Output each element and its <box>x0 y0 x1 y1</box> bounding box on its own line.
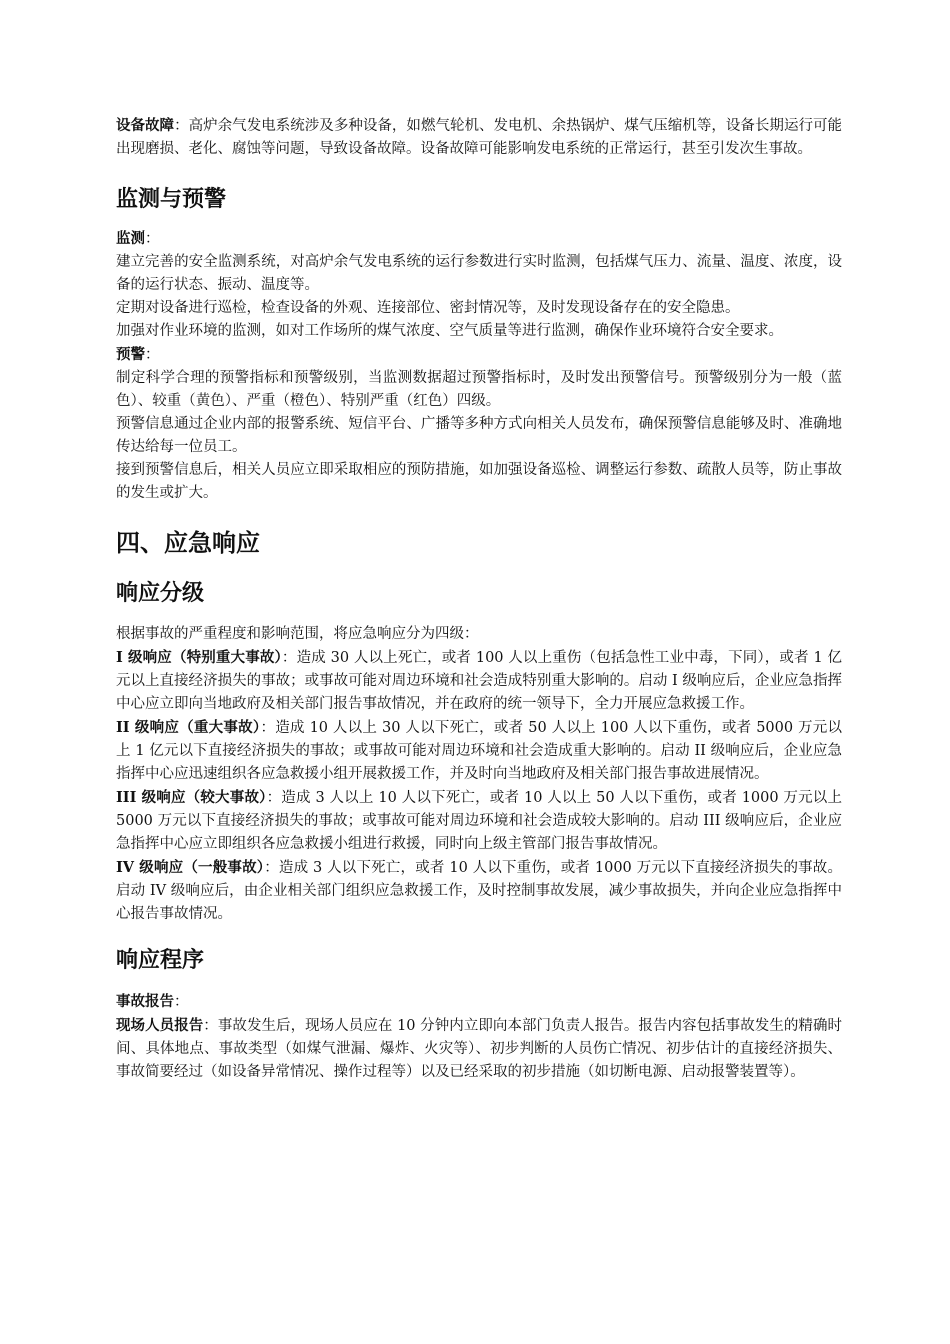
onsite-report-label: 现场人员报告 <box>116 1017 204 1034</box>
response-level-4-label: IV 级响应（一般事故） <box>116 859 265 876</box>
monitor-item-1: 建立完善的安全监测系统，对高炉余气发电系统的运行参数进行实时监测，包括煤气压力、流量、温度、浓度，设备的运行状态、振动、温度等。 <box>116 254 842 293</box>
response-level-3-label: III 级响应（较大事故） <box>116 789 267 806</box>
response-level-1-text: ：造成 30 人以上死亡，或者 100 人以上重伤（包括急性工业中毒，下同），或者 1 亿元以上直接经济损失的事故；或事故可能对周边环境和社会造成特别重大影响的。启动 I 级响应后，企业应急指挥中心应立即向当地政府及相关部门报告事故情况，并在政府的统一领导下，全力开展应急救援工作。 <box>116 650 842 712</box>
monitoring-warning-heading: 监测与预警 <box>116 187 227 212</box>
monitor-item-3: 加强对作业环境的监测，如对工作场所的煤气浓度、空气质量等进行监测，确保作业环境符合安全要求。 <box>116 323 783 339</box>
response-level-3 <box>116 786 842 856</box>
warning-label: 预警 <box>116 346 145 363</box>
monitor-label: 监测 <box>116 230 145 247</box>
monitor-label-line <box>116 227 842 251</box>
onsite-report-paragraph <box>116 1014 842 1084</box>
equipment-fault-paragraph <box>116 114 842 161</box>
warning-item-1: 制定科学合理的预警指标和预警级别，当监测数据超过预警指标时，及时发出预警信号。预警级别分为一般（蓝色）、较重（黄色）、严重（橙色）、特别严重（红色）四级。 <box>116 370 842 409</box>
chapter-emergency-response-heading: 四、应急响应 <box>116 529 260 557</box>
response-level-2-text: ：造成 10 人以上 30 人以下死亡，或者 50 人以上 100 人以下重伤，或者 5000 万元以上 1 亿元以下直接经济损失的事故；或事故可能对周边环境和社会造成重大影响的。启动 II 级响应后，企业应急指挥中心应迅速组织各应急救援小组开展救援工作，并及时向当地政府及相关部门报告事故进展情况。 <box>116 720 842 782</box>
onsite-report-text: ：事故发生后，现场人员应在 10 分钟内立即向本部门负责人报告。报告内容包括事故发生的精确时间、具体地点、事故类型（如煤气泄漏、爆炸、火灾等）、初步判断的人员伤亡情况、初步估计的直接经济损失、事故简要经过（如设备异常情况、操作过程等）以及已经采取的初步措施（如切断电源、启动报警装置等）。 <box>116 1018 843 1080</box>
warning-label-colon: ： <box>145 347 160 363</box>
warning-item-3: 接到预警信息后，相关人员应立即采取相应的预防措施，如加强设备巡检、调整运行参数、疏散人员等，防止事故的发生或扩大。 <box>116 462 842 501</box>
response-level-3-text: ：造成 3 人以上 10 人以下死亡，或者 10 人以上 50 人以下重伤，或者 1000 万元以上 5000 万元以下直接经济损失的事故；或事故可能对周边环境和社会造成较大影响的。启动 III 级响应后，企业应急指挥中心应立即组织各应急救援小组进行救援，同时向上级主管部门报告事故情况。 <box>116 790 842 852</box>
response-level-4-text: ：造成 3 人以下死亡，或者 10 人以下重伤，或者 1000 万元以下直接经济损失的事故。启动 IV 级响应后，由企业相关部门组织应急救援工作，及时控制事故发展，减少事故损失，并向企业应急指挥中心报告事故情况。 <box>116 860 842 922</box>
monitor-item-2: 定期对设备进行巡检，检查设备的外观、连接部位、密封情况等，及时发现设备存在的安全隐患。 <box>116 300 740 316</box>
response-levels-heading: 响应分级 <box>116 581 205 606</box>
document-page <box>116 114 842 1084</box>
response-level-1 <box>116 646 842 716</box>
response-level-2 <box>116 716 842 786</box>
response-level-2-label: II 级响应（重大事故） <box>116 719 261 736</box>
warning-label-line <box>116 343 842 367</box>
equipment-fault-label: 设备故障 <box>116 117 175 134</box>
equipment-fault-text: ：高炉余气发电系统涉及多种设备，如燃气轮机、发电机、余热锅炉、煤气压缩机等，设备长期运行可能出现磨损、老化、腐蚀等问题，导致设备故障。设备故障可能影响发电系统的正常运行，甚至引发次生事故。 <box>116 118 843 157</box>
incident-report-colon: ： <box>174 994 189 1010</box>
incident-report-label: 事故报告 <box>116 993 174 1010</box>
response-level-1-label: I 级响应（特别重大事故） <box>116 649 282 666</box>
response-levels-intro: 根据事故的严重程度和影响范围，将应急响应分为四级： <box>116 626 479 642</box>
warning-item-2: 预警信息通过企业内部的报警系统、短信平台、广播等多种方式向相关人员发布，确保预警信息能够及时、准确地传达给每一位员工。 <box>116 416 842 455</box>
response-procedure-heading: 响应程序 <box>116 948 205 973</box>
incident-report-label-line <box>116 990 842 1014</box>
response-level-4 <box>116 856 842 926</box>
monitor-label-colon: ： <box>145 231 160 247</box>
